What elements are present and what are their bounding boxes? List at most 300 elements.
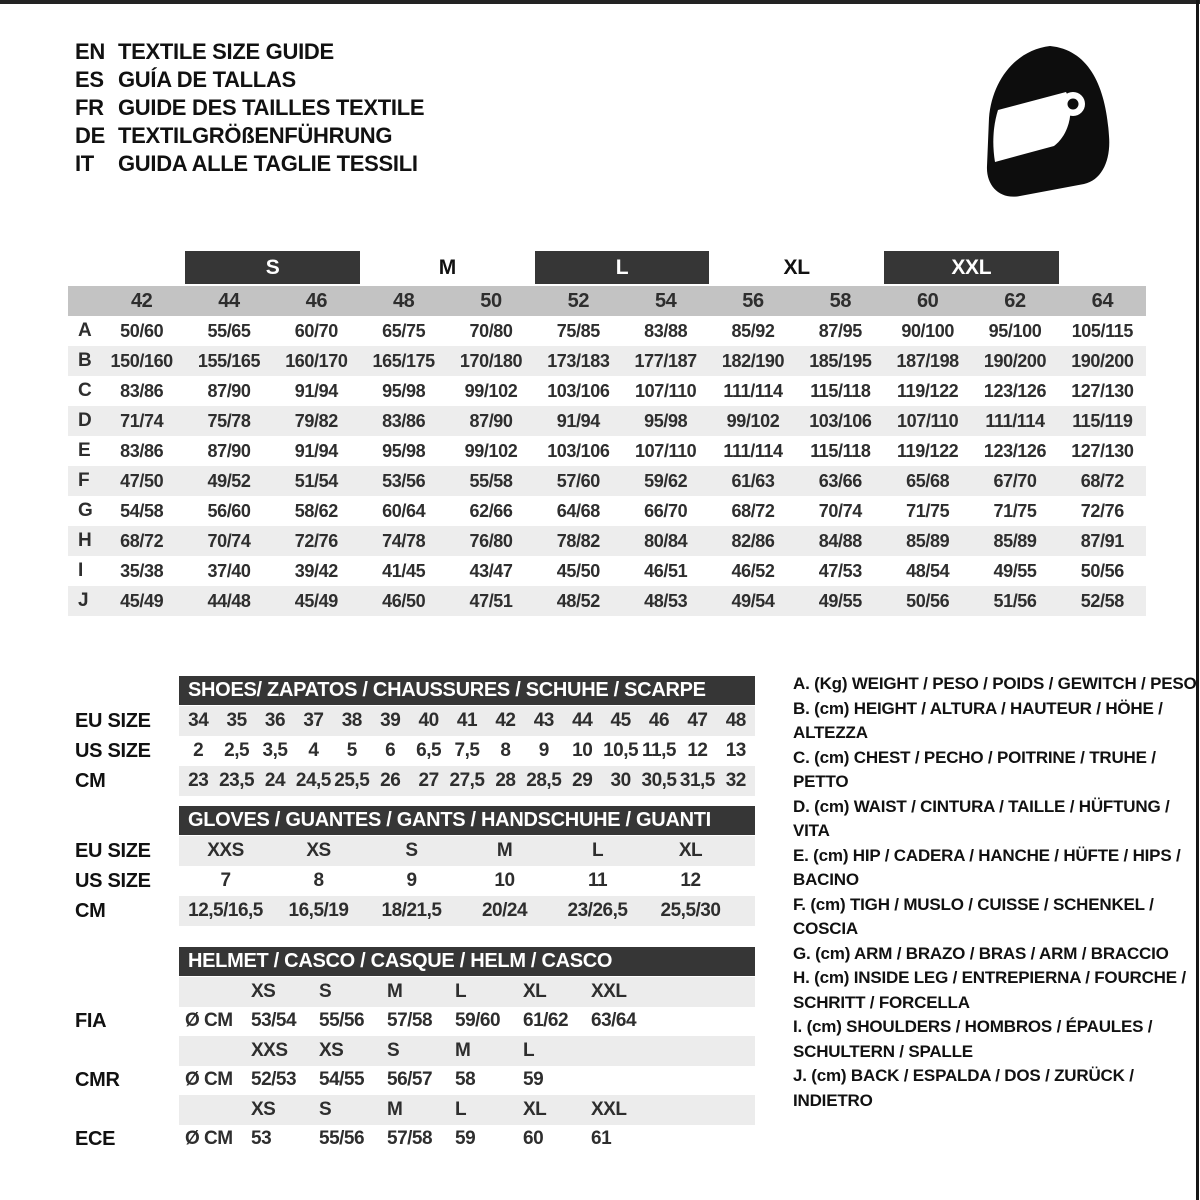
row-letter: A xyxy=(78,320,92,341)
sub-table-row xyxy=(75,836,755,866)
value-cell: 107/110 xyxy=(635,380,697,401)
value-cell: 87/91 xyxy=(1080,530,1124,551)
value-cell: S xyxy=(319,980,332,1002)
value-cell: S xyxy=(387,1039,400,1061)
value-cell: 74/78 xyxy=(382,530,426,551)
value-cell: 65/68 xyxy=(906,470,950,491)
helmet-table-row xyxy=(75,977,755,1007)
value-cell: 91/94 xyxy=(294,380,338,401)
value-cell: 50/56 xyxy=(906,590,950,611)
value-cell: 37 xyxy=(303,710,324,731)
value-cell: 49/54 xyxy=(731,590,775,611)
value-cell: 119/122 xyxy=(897,440,959,461)
value-cell: 107/110 xyxy=(635,440,697,461)
value-cell: M xyxy=(387,1098,403,1120)
language-title-list xyxy=(75,38,424,178)
value-cell: 182/190 xyxy=(721,350,785,371)
value-cell: 95/98 xyxy=(644,410,688,431)
row-label xyxy=(75,1036,179,1066)
shoes-table xyxy=(75,676,755,796)
value-cell: 87/90 xyxy=(469,410,513,431)
value-cell: 111/114 xyxy=(723,440,783,461)
legend-item: J. (cm) BACK / ESPALDA / DOS / ZURÜCK / INDIETRO xyxy=(793,1066,1134,1110)
language-title: GUIDE DES TAILLES TEXTILE xyxy=(118,95,425,120)
value-cell: S xyxy=(405,840,418,861)
cell-band xyxy=(179,1125,755,1155)
value-cell: Ø CM xyxy=(185,1010,233,1032)
value-cell: 95/98 xyxy=(382,380,426,401)
size-header-row xyxy=(68,251,1146,284)
value-cell: XXS xyxy=(251,1039,288,1061)
value-cell: 29 xyxy=(572,770,593,791)
value-cell: 150/160 xyxy=(110,350,173,371)
legend-item: E. (cm) HIP / CADERA / HANCHE / HÜFTE / HIPS / BACINO xyxy=(793,845,1181,889)
value-cell: 70/80 xyxy=(469,320,513,341)
value-cell: 99/102 xyxy=(726,410,780,431)
legend-item: B. (cm) HEIGHT / ALTURA / HAUTEUR / HÖHE / ALTEZZA xyxy=(793,698,1163,742)
value-cell: 39/42 xyxy=(294,560,338,581)
value-cell: 80/84 xyxy=(644,530,688,551)
row-label: CM xyxy=(75,899,106,922)
value-cell: 83/88 xyxy=(644,320,688,341)
value-cell: 8 xyxy=(313,870,324,891)
row-letter: E xyxy=(78,440,91,461)
value-cell: 5 xyxy=(346,740,357,761)
column-header-cell: 44 xyxy=(218,289,240,312)
sub-table-row xyxy=(75,866,755,896)
value-cell: 42 xyxy=(495,710,516,731)
value-cell: 31,5 xyxy=(679,770,715,791)
language-code: ES xyxy=(75,67,104,92)
value-cell: 51/56 xyxy=(993,590,1037,611)
value-cell: 53/54 xyxy=(251,1010,297,1032)
helmet-table-row xyxy=(75,1036,755,1066)
value-cell: 4 xyxy=(308,740,319,761)
row-label: US SIZE xyxy=(75,869,151,892)
value-cell: 35 xyxy=(226,710,247,731)
table-row xyxy=(68,316,1146,346)
value-cell: 68/72 xyxy=(731,500,775,521)
value-cell: 41 xyxy=(456,710,478,731)
value-cell: 3,5 xyxy=(262,740,288,761)
row-letter: C xyxy=(78,380,92,401)
value-cell: 2 xyxy=(193,740,204,761)
value-cell: 57/58 xyxy=(387,1128,433,1150)
table-row xyxy=(68,376,1146,406)
value-cell: 91/94 xyxy=(556,410,600,431)
value-cell: 57/58 xyxy=(387,1010,433,1032)
value-cell: 55/56 xyxy=(319,1010,365,1032)
value-cell: 123/126 xyxy=(983,440,1047,461)
value-cell: XXL xyxy=(591,980,627,1002)
helmet-table-row xyxy=(75,1007,755,1037)
value-cell: 35/38 xyxy=(120,560,164,581)
value-cell: 20/24 xyxy=(481,900,528,921)
row-label xyxy=(75,1095,179,1125)
value-cell: 48/54 xyxy=(906,560,950,581)
value-cell: 53/56 xyxy=(382,470,426,491)
language-row xyxy=(75,122,424,150)
gloves-rows xyxy=(75,836,755,926)
row-letter: J xyxy=(78,590,89,611)
value-cell: 103/106 xyxy=(547,380,610,401)
column-header-cell: 56 xyxy=(742,289,764,312)
value-cell: 61 xyxy=(591,1128,612,1150)
helmet-title-bar xyxy=(179,947,755,976)
top-border-line xyxy=(0,0,1200,4)
value-cell: Ø CM xyxy=(185,1069,233,1091)
row-label: US SIZE xyxy=(75,739,151,762)
value-cell: 83/86 xyxy=(120,440,164,461)
value-cell: 54/55 xyxy=(319,1069,365,1091)
value-cell: 65/75 xyxy=(382,320,426,341)
value-cell: 63/64 xyxy=(591,1010,637,1032)
value-cell: 47/51 xyxy=(469,590,513,611)
value-cell: 8 xyxy=(500,740,511,761)
value-cell: 12 xyxy=(680,870,701,891)
value-cell: 78/82 xyxy=(556,530,600,551)
value-cell: 111/114 xyxy=(723,380,783,401)
value-cell: 95/100 xyxy=(988,320,1042,341)
value-cell: 67/70 xyxy=(993,470,1037,491)
value-cell: 45/49 xyxy=(294,590,338,611)
size-label-xxl: XXL xyxy=(884,251,1059,284)
value-cell: 43 xyxy=(533,710,554,731)
title-spacer xyxy=(75,676,179,706)
value-cell: 160/170 xyxy=(285,350,348,371)
value-cell: 71/75 xyxy=(906,500,950,521)
table-row xyxy=(68,496,1146,526)
language-code: EN xyxy=(75,39,105,64)
value-cell: 185/195 xyxy=(809,350,872,371)
value-cell: 53 xyxy=(251,1128,272,1150)
value-cell: 87/95 xyxy=(818,320,862,341)
value-cell: 48/52 xyxy=(556,590,600,611)
value-cell: 63/66 xyxy=(818,470,862,491)
value-cell: 11 xyxy=(587,870,608,891)
row-letter: D xyxy=(78,410,92,431)
value-cell: 9 xyxy=(538,740,549,761)
value-cell: 64/68 xyxy=(556,500,600,521)
value-cell: L xyxy=(455,980,467,1002)
value-cell: 46 xyxy=(648,710,670,731)
cell-band xyxy=(179,896,755,926)
value-cell: 38 xyxy=(341,710,362,731)
value-cell: 71/75 xyxy=(993,500,1037,521)
value-cell: 10 xyxy=(494,870,515,891)
value-cell: 28,5 xyxy=(526,770,562,791)
value-cell: 13 xyxy=(725,740,746,761)
value-cell: M xyxy=(387,980,403,1002)
value-cell: 119/122 xyxy=(897,380,959,401)
row-label: CMR xyxy=(75,1068,120,1091)
sub-table-row xyxy=(75,706,755,736)
size-label-xl: XL xyxy=(783,255,810,279)
shoes-title-bar xyxy=(179,676,755,705)
value-cell: 48/53 xyxy=(644,590,688,611)
value-cell: XL xyxy=(523,980,547,1002)
cell-band xyxy=(179,736,755,766)
value-cell: 50/56 xyxy=(1080,560,1124,581)
value-cell: 45 xyxy=(610,710,631,731)
value-cell: XL xyxy=(678,840,703,861)
column-header-cell: 48 xyxy=(392,289,415,312)
language-code: IT xyxy=(75,151,94,176)
value-cell: 43/47 xyxy=(469,560,513,581)
value-cell: XS xyxy=(251,980,276,1002)
table-row xyxy=(68,526,1146,556)
value-cell: 48 xyxy=(725,710,746,731)
value-cell: 68/72 xyxy=(1080,470,1124,491)
value-cell: 36 xyxy=(264,710,286,731)
value-cell: 72/76 xyxy=(1080,500,1124,521)
value-cell: XS xyxy=(251,1098,276,1120)
value-cell: 66/70 xyxy=(644,500,688,521)
value-cell: 46/52 xyxy=(731,560,775,581)
column-number-band xyxy=(68,286,1146,316)
value-cell: 6 xyxy=(385,740,396,761)
value-cell: 46/51 xyxy=(644,560,688,581)
value-cell: 82/86 xyxy=(731,530,775,551)
value-cell: 54/58 xyxy=(120,500,164,521)
row-label: EU SIZE xyxy=(75,709,151,732)
row-label xyxy=(75,977,179,1007)
table-row xyxy=(68,406,1146,436)
value-cell: 44/48 xyxy=(207,590,251,611)
value-cell: 177/187 xyxy=(634,350,697,371)
value-cell: 87/90 xyxy=(207,380,251,401)
gloves-table xyxy=(75,806,755,926)
cell-band xyxy=(179,766,755,796)
value-cell: 12 xyxy=(687,740,708,761)
value-cell: 76/80 xyxy=(469,530,513,551)
value-cell: XL xyxy=(523,1098,547,1120)
language-title: GUÍA DE TALLAS xyxy=(118,67,296,92)
value-cell: 71/74 xyxy=(120,410,164,431)
value-cell: 47 xyxy=(687,710,708,731)
value-cell: XXL xyxy=(591,1098,627,1120)
value-cell: 24,5 xyxy=(295,770,331,791)
value-cell: 32 xyxy=(725,770,746,791)
value-cell: L xyxy=(455,1098,467,1120)
value-cell: 34 xyxy=(188,710,209,731)
value-cell: 44 xyxy=(572,710,593,731)
cell-band xyxy=(179,706,755,736)
size-label-s: S xyxy=(185,251,360,284)
column-header-cell: 46 xyxy=(305,289,328,312)
cell-band xyxy=(179,1095,755,1125)
helmet-rows xyxy=(75,977,755,1154)
value-cell: 60/70 xyxy=(294,320,338,341)
value-cell: 6,5 xyxy=(416,740,442,761)
language-code: FR xyxy=(75,95,104,120)
value-cell: 55/65 xyxy=(207,320,251,341)
cell-band xyxy=(179,1036,755,1066)
helmet-title: HELMET / CASCO / CASQUE / HELM / CASCO xyxy=(188,950,613,972)
language-row xyxy=(75,94,424,122)
row-letter: H xyxy=(78,530,92,551)
value-cell: 25,5/30 xyxy=(660,900,721,921)
value-cell: 61/62 xyxy=(523,1010,569,1032)
value-cell: M xyxy=(496,840,513,861)
value-cell: XS xyxy=(319,1039,344,1061)
cell-band xyxy=(179,977,755,1007)
shoes-title: SHOES/ ZAPATOS / CHAUSSURES / SCHUHE / SCARPE xyxy=(188,679,706,701)
value-cell: 123/126 xyxy=(983,380,1047,401)
column-header-cell: 58 xyxy=(829,289,852,312)
main-size-table xyxy=(68,251,1146,616)
value-cell: 85/89 xyxy=(993,530,1037,551)
value-cell: 85/89 xyxy=(906,530,950,551)
value-cell: 190/200 xyxy=(983,350,1047,371)
value-cell: 68/72 xyxy=(120,530,164,551)
value-cell: 115/118 xyxy=(810,380,871,401)
value-cell: 95/98 xyxy=(382,440,426,461)
value-cell: 115/118 xyxy=(810,440,871,461)
legend-item: I. (cm) SHOULDERS / HOMBROS / ÉPAULES / SCHULTERN / SPALLE xyxy=(793,1017,1153,1061)
shoes-rows xyxy=(75,706,755,796)
value-cell: 23,5 xyxy=(219,770,255,791)
value-cell: S xyxy=(319,1098,332,1120)
cell-band xyxy=(179,1066,755,1096)
column-header-cell: 64 xyxy=(1091,289,1114,312)
language-title: TEXTILE SIZE GUIDE xyxy=(118,39,334,64)
value-cell: 28 xyxy=(495,770,516,791)
value-cell: 155/165 xyxy=(197,350,261,371)
value-cell: 11,5 xyxy=(642,740,676,761)
value-cell: 84/88 xyxy=(818,530,862,551)
value-cell: 47/53 xyxy=(818,560,862,581)
value-cell: 56/57 xyxy=(387,1069,433,1091)
value-cell: 173/183 xyxy=(547,350,610,371)
cell-band xyxy=(179,1007,755,1037)
language-row xyxy=(75,150,424,178)
legend-item: H. (cm) INSIDE LEG / ENTREPIERNA / FOURCHE / SCHRITT / FORCELLA xyxy=(793,968,1186,1012)
value-cell: 59 xyxy=(455,1128,476,1150)
value-cell: 7,5 xyxy=(454,740,480,761)
value-cell: 61/63 xyxy=(731,470,775,491)
value-cell: 30,5 xyxy=(641,770,677,791)
value-cell: 60/64 xyxy=(382,500,426,521)
value-cell: 39 xyxy=(380,710,401,731)
table-row xyxy=(68,436,1146,466)
value-cell: 83/86 xyxy=(382,410,426,431)
value-cell: 51/54 xyxy=(294,470,338,491)
title-spacer xyxy=(75,806,179,836)
cell-band xyxy=(179,866,755,896)
value-cell: 41/45 xyxy=(382,560,426,581)
row-letter: B xyxy=(78,350,92,371)
value-cell: 190/200 xyxy=(1071,350,1134,371)
value-cell: 16,5/19 xyxy=(288,900,349,921)
size-label-m: M xyxy=(438,255,456,279)
table-row xyxy=(68,466,1146,496)
cell-band xyxy=(179,836,755,866)
value-cell: 83/86 xyxy=(120,380,164,401)
value-cell: 60 xyxy=(523,1128,544,1150)
value-cell: 90/100 xyxy=(901,320,954,341)
value-cell: 55/58 xyxy=(469,470,513,491)
value-cell: 24 xyxy=(264,770,286,791)
value-cell: 46/50 xyxy=(382,590,426,611)
legend-item: D. (cm) WAIST / CINTURA / TAILLE / HÜFTUNG / VITA xyxy=(793,796,1170,840)
legend-item: C. (cm) CHEST / PECHO / POITRINE / TRUHE / PETTO xyxy=(793,747,1156,791)
measurement-legend xyxy=(793,672,1197,1113)
value-cell: 58/62 xyxy=(294,500,338,521)
table-row xyxy=(68,556,1146,586)
table-row xyxy=(68,346,1146,376)
value-cell: 105/115 xyxy=(1071,320,1133,341)
value-cell: 12,5/16,5 xyxy=(188,900,263,921)
value-cell: 27,5 xyxy=(449,770,485,791)
sub-table-row xyxy=(75,766,755,796)
helmet-table-row xyxy=(75,1066,755,1096)
value-cell: 58 xyxy=(455,1069,476,1091)
helmet-table xyxy=(75,947,755,1154)
main-table-rows xyxy=(68,316,1146,616)
gloves-title-bar xyxy=(179,806,755,835)
value-cell: 79/82 xyxy=(294,410,338,431)
value-cell: 50/60 xyxy=(120,320,164,341)
legend-item: F. (cm) TIGH / MUSLO / CUISSE / SCHENKEL / COSCIA xyxy=(793,894,1154,938)
language-code: DE xyxy=(75,123,105,148)
value-cell: 47/50 xyxy=(120,470,164,491)
value-cell: 52/58 xyxy=(1080,590,1124,611)
value-cell: 59 xyxy=(523,1069,544,1091)
value-cell: 62/66 xyxy=(469,500,513,521)
value-cell: 103/106 xyxy=(809,410,872,431)
value-cell: 103/106 xyxy=(547,440,610,461)
value-cell: 25,5 xyxy=(334,770,370,791)
size-label-l: L xyxy=(535,251,710,284)
value-cell: 49/52 xyxy=(207,470,251,491)
value-cell: 27 xyxy=(418,770,439,791)
column-header-cell: 52 xyxy=(567,289,590,312)
table-row xyxy=(68,586,1146,616)
value-cell: 115/119 xyxy=(1072,410,1133,431)
value-cell: 55/56 xyxy=(319,1128,365,1150)
value-cell: 70/74 xyxy=(207,530,251,551)
gloves-title: GLOVES / GUANTES / GANTS / HANDSCHUHE / GUANTI xyxy=(188,809,711,831)
value-cell: L xyxy=(523,1039,535,1061)
value-cell: 49/55 xyxy=(993,560,1037,581)
racing-helmet-icon xyxy=(978,40,1118,208)
value-cell: 30 xyxy=(610,770,631,791)
value-cell: 187/198 xyxy=(896,350,959,371)
value-cell: 26 xyxy=(380,770,401,791)
title-spacer xyxy=(75,947,179,977)
value-cell: 75/85 xyxy=(556,320,600,341)
value-cell: 127/130 xyxy=(1071,440,1134,461)
value-cell: 87/90 xyxy=(207,440,251,461)
row-label: ECE xyxy=(75,1127,116,1150)
row-label: CM xyxy=(75,769,106,792)
value-cell: 10 xyxy=(572,740,593,761)
value-cell: 18/21,5 xyxy=(381,900,442,921)
row-label: FIA xyxy=(75,1009,107,1032)
sub-table-row xyxy=(75,896,755,926)
value-cell: 45/50 xyxy=(556,560,600,581)
row-letter: G xyxy=(78,500,93,521)
value-cell: 10,5 xyxy=(603,740,639,761)
value-cell: 127/130 xyxy=(1071,380,1134,401)
value-cell: 70/74 xyxy=(818,500,862,521)
column-header-cell: 42 xyxy=(130,289,153,312)
row-letter: F xyxy=(78,470,90,491)
sub-table-row xyxy=(75,736,755,766)
value-cell: 7 xyxy=(220,870,231,891)
value-cell: 23 xyxy=(188,770,209,791)
